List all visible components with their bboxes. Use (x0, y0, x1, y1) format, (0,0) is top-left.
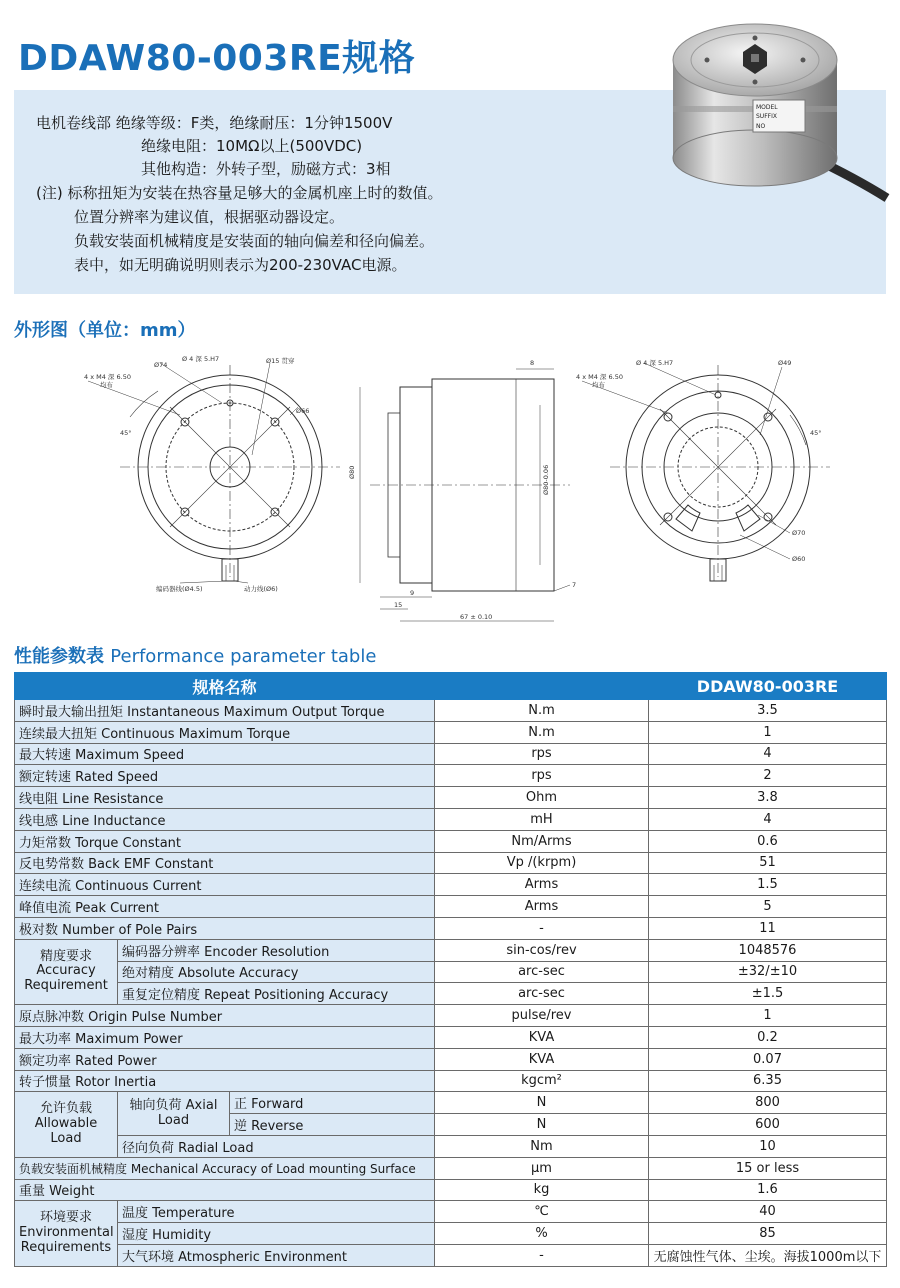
table-row (15, 917, 887, 939)
spec-note-power: 表中，如无明确说明则表示为200-230VAC电源。 (74, 256, 407, 274)
row-unit: KVA (435, 1048, 649, 1070)
row-value: 2 (649, 765, 887, 787)
row-value: 6.35 (649, 1070, 887, 1092)
row-unit: N (435, 1092, 649, 1114)
spec-note-resolution: 位置分辨率为建议值，根据驱动器设定。 (74, 208, 345, 226)
row-unit: sin-cos/rev (435, 939, 649, 961)
row-value: 800 (649, 1092, 887, 1114)
table-row (15, 983, 887, 1005)
table-row (15, 961, 887, 983)
row-name: 编码器分辨率 Encoder Resolution (118, 939, 435, 961)
mid-dim-9: 9 (410, 589, 415, 597)
row-value: 1.5 (649, 874, 887, 896)
spec-line-insulation: 电机卷线部 绝缘等级：F类，绝缘耐压：1分钟1500V (36, 114, 393, 132)
row-value: 3.8 (649, 787, 887, 809)
row-name: 温度 Temperature (118, 1201, 435, 1223)
group-accuracy: 精度要求 Accuracy Requirement (15, 939, 118, 1004)
mid-phi80-tolerance: Ø80-0.06 (542, 464, 550, 495)
table-row (15, 787, 887, 809)
row-unit: Nm/Arms (435, 830, 649, 852)
table-row (15, 1157, 887, 1179)
row-value: 600 (649, 1114, 887, 1136)
mid-dim-8: 8 (530, 359, 535, 367)
row-unit: Vp /(krpm) (435, 852, 649, 874)
row-value: 1.6 (649, 1179, 887, 1201)
photo-label-suffix: SUFFIX (756, 113, 777, 120)
row-name: 额定转速 Rated Speed (15, 765, 435, 787)
row-name: 线电阻 Line Resistance (15, 787, 435, 809)
left-power-cable: 动力线(Ø6) (244, 585, 278, 593)
mid-dim-15: 15 (394, 601, 403, 609)
right-phi49: Ø49 (778, 359, 792, 367)
right-angle: 45° (810, 429, 822, 437)
header-spec-name: 规格名称 (15, 673, 435, 700)
table-row (15, 896, 887, 918)
left-phi15: Ø15 贯穿 (266, 357, 295, 365)
table-row (15, 1026, 887, 1048)
table-row (15, 1244, 887, 1266)
mid-dim-7: 7 (572, 581, 577, 589)
row-value: 无腐蚀性气体、尘埃。海拔1000m以下 (649, 1244, 887, 1266)
table-row (15, 1201, 887, 1223)
table-row (15, 830, 887, 852)
row-name: 原点脉冲数 Origin Pulse Number (15, 1005, 435, 1027)
row-name: 逆 Reverse (230, 1114, 435, 1136)
right-hole-note: 均布 (592, 381, 605, 389)
row-name: 线电感 Line Inductance (15, 808, 435, 830)
dimension-drawing (70, 355, 840, 630)
table-row (15, 1070, 887, 1092)
row-name: 径向负荷 Radial Load (118, 1135, 435, 1157)
row-unit: N.m (435, 700, 649, 722)
row-value: ±1.5 (649, 983, 887, 1005)
row-name: 重量 Weight (15, 1179, 435, 1201)
group-allowable-load: 允许负载 Allowable Load (15, 1092, 118, 1157)
table-row (15, 1135, 887, 1157)
drawing-section-title: 外形图（单位：mm） (14, 320, 196, 341)
row-value: 0.6 (649, 830, 887, 852)
row-unit: KVA (435, 1026, 649, 1048)
photo-label-model: MODEL (756, 104, 778, 111)
row-unit: arc-sec (435, 961, 649, 983)
row-value: ±32/±10 (649, 961, 887, 983)
left-hole-spec: 4 x M4 深 6.50 (84, 373, 131, 381)
left-pin-spec: Ø 4 深 5.H7 (182, 355, 220, 363)
left-phi74: Ø74 (154, 361, 168, 369)
table-row (15, 1005, 887, 1027)
right-pin-spec: Ø 4 深 5.H7 (636, 359, 674, 367)
table-row (15, 743, 887, 765)
row-name: 连续最大扭矩 Continuous Maximum Torque (15, 721, 435, 743)
mid-dim-67: 67 ± 0.10 (460, 613, 493, 621)
row-name: 湿度 Humidity (118, 1223, 435, 1245)
page-title: DDAW80-003RE规格 (18, 38, 416, 79)
row-unit: Ohm (435, 787, 649, 809)
row-value: 15 or less (649, 1157, 887, 1179)
table-row (15, 1092, 887, 1114)
table-row (15, 808, 887, 830)
row-value: 1 (649, 1005, 887, 1027)
row-unit: pulse/rev (435, 1005, 649, 1027)
row-name: 绝对精度 Absolute Accuracy (118, 961, 435, 983)
row-value: 1 (649, 721, 887, 743)
row-value: 0.07 (649, 1048, 887, 1070)
table-row (15, 1223, 887, 1245)
row-value: 11 (649, 917, 887, 939)
row-unit: Nm (435, 1135, 649, 1157)
row-name: 转子惯量 Rotor Inertia (15, 1070, 435, 1092)
right-phi60: Ø60 (792, 555, 806, 563)
row-unit: arc-sec (435, 983, 649, 1005)
row-value: 0.2 (649, 1026, 887, 1048)
table-row (15, 1179, 887, 1201)
group-environment: 环境要求 Environmental Requirements (15, 1201, 118, 1266)
table-row (15, 1048, 887, 1070)
row-value: 4 (649, 743, 887, 765)
table-title-cn: 性能参数表 (14, 646, 104, 667)
row-name: 大气环境 Atmospheric Environment (118, 1244, 435, 1266)
left-hole-note: 均布 (100, 381, 113, 389)
spec-note-torque: (注) 标称扭矩为安装在热容量足够大的金属机座上时的数值。 (36, 184, 443, 202)
row-name: 峰值电流 Peak Current (15, 896, 435, 918)
table-row (15, 721, 887, 743)
row-name: 力矩常数 Torque Constant (15, 830, 435, 852)
row-name: 最大功率 Maximum Power (15, 1026, 435, 1048)
row-name: 连续电流 Continuous Current (15, 874, 435, 896)
table-header-row (15, 673, 887, 700)
table-row (15, 700, 887, 722)
table-row (15, 939, 887, 961)
table-row (15, 765, 887, 787)
group-axial-load: 轴向负荷 Axial Load (118, 1092, 230, 1136)
right-hole-spec: 4 x M4 深 6.50 (576, 373, 623, 381)
row-name: 重复定位精度 Repeat Positioning Accuracy (118, 983, 435, 1005)
table-title-en: Performance parameter table (110, 646, 377, 667)
performance-table (14, 672, 886, 1267)
mid-phi80: Ø80 (348, 465, 356, 479)
table-row (15, 852, 887, 874)
header-unit (435, 673, 649, 700)
row-value: 51 (649, 852, 887, 874)
row-name: 负载安装面机械精度 Mechanical Accuracy of Load mounting Surface (15, 1157, 435, 1179)
row-value: 5 (649, 896, 887, 918)
row-name: 最大转速 Maximum Speed (15, 743, 435, 765)
left-phi66: Ø66 (296, 407, 310, 415)
row-name: 反电势常数 Back EMF Constant (15, 852, 435, 874)
row-unit: mH (435, 808, 649, 830)
row-unit: μm (435, 1157, 649, 1179)
row-unit: Arms (435, 896, 649, 918)
row-value: 4 (649, 808, 887, 830)
row-name: 额定功率 Rated Power (15, 1048, 435, 1070)
row-unit: kg (435, 1179, 649, 1201)
row-unit: % (435, 1223, 649, 1245)
row-unit: N (435, 1114, 649, 1136)
spec-note-accuracy: 负载安装面机械精度是安装面的轴向偏差和径向偏差。 (74, 232, 435, 250)
row-unit: N.m (435, 721, 649, 743)
row-name: 正 Forward (230, 1092, 435, 1114)
row-name: 极对数 Number of Pole Pairs (15, 917, 435, 939)
row-value: 1048576 (649, 939, 887, 961)
header-model: DDAW80-003RE (649, 673, 887, 700)
right-phi70: Ø70 (792, 529, 806, 537)
row-value: 10 (649, 1135, 887, 1157)
row-unit: rps (435, 765, 649, 787)
row-unit: rps (435, 743, 649, 765)
row-unit: - (435, 1244, 649, 1266)
row-unit: kgcm² (435, 1070, 649, 1092)
table-section-title (14, 642, 376, 668)
row-value: 3.5 (649, 700, 887, 722)
photo-label-no: NO (756, 123, 766, 130)
row-name: 瞬时最大输出扭矩 Instantaneous Maximum Output Torque (15, 700, 435, 722)
table-row (15, 874, 887, 896)
row-unit: ℃ (435, 1201, 649, 1223)
motor-product-image (655, 8, 890, 213)
spec-line-structure: 其他构造：外转子型，励磁方式：3相 (141, 160, 391, 178)
row-unit: - (435, 917, 649, 939)
row-value: 85 (649, 1223, 887, 1245)
spec-line-resistance: 绝缘电阻：10MΩ以上(500VDC) (141, 137, 363, 155)
row-value: 40 (649, 1201, 887, 1223)
left-angle: 45° (120, 429, 132, 437)
row-unit: Arms (435, 874, 649, 896)
left-encoder-cable: 编码器线(Ø4.5) (156, 585, 203, 593)
